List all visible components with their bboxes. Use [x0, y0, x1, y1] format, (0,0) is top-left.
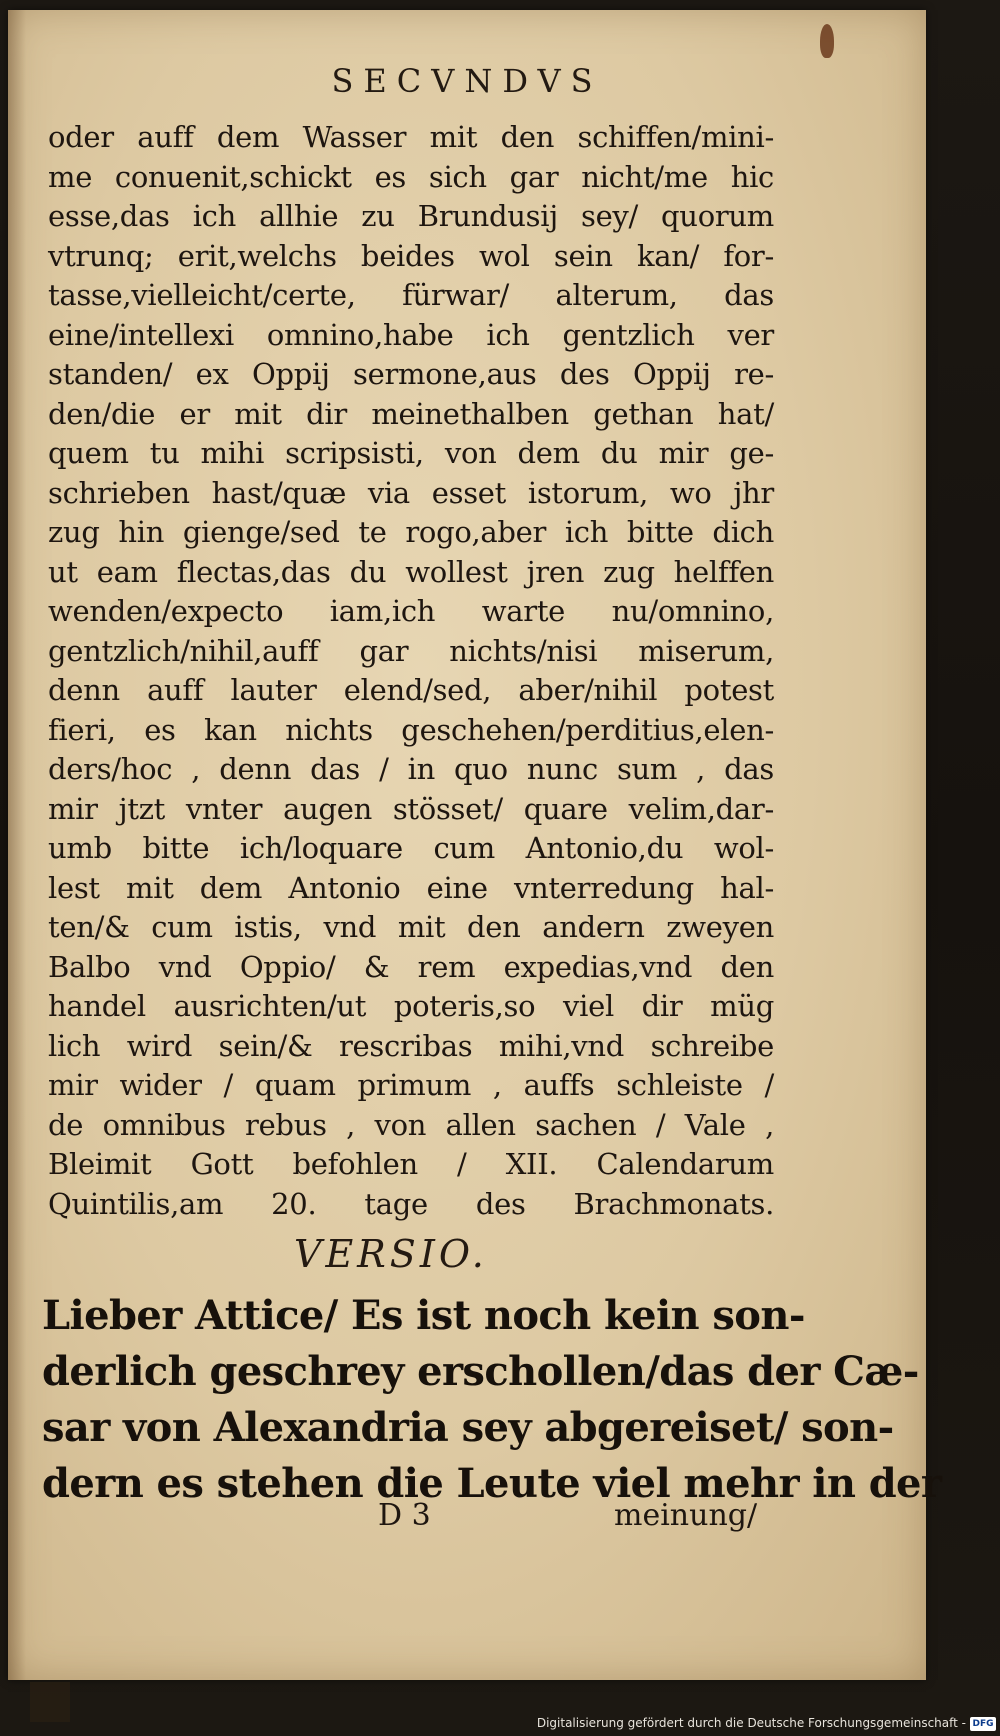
- body-text: [48, 118, 774, 1224]
- ink-stain: [820, 24, 834, 58]
- text-line: tasse,vielleicht/certe, fürwar/ alterum, das: [48, 278, 774, 312]
- text-line: eine/intellexi omnino,habe ich gentzlich ver: [48, 317, 774, 352]
- text-line: gentzlich/nihil,auff gar nichts/nisi miserum,: [48, 633, 774, 668]
- binding-edge: [30, 1682, 70, 1722]
- version-text: [42, 1288, 942, 1512]
- text-line: den/die er mit dir meinethalben gethan hat/: [48, 396, 774, 431]
- text-line: fieri, es kan nichts geschehen/perditius,elen-: [48, 712, 774, 747]
- text-line: mir jtzt vnter augen stösset/ quare velim,dar-: [48, 791, 774, 826]
- text-line: lest mit dem Antonio eine vnterredung hal-: [48, 870, 774, 905]
- text-line: handel ausrichten/ut poteris,so viel dir müg: [48, 989, 774, 1023]
- text-line: oder auff dem Wasser mit den schiffen/mini-: [48, 120, 774, 154]
- dfg-logo-icon: DFG: [970, 1717, 996, 1731]
- text-line: schrieben hast/quæ via esset istorum, wo jhr: [48, 475, 774, 510]
- text-line: Quintilis,am 20. tage des Brachmonats.: [48, 1186, 774, 1221]
- running-head: SECVNDVS: [331, 62, 603, 100]
- signature-mark: D 3: [378, 1498, 431, 1533]
- version-line: derlich geschrey erschollen/das der Cæ-: [42, 1348, 919, 1395]
- version-line: dern es stehen die Leute viel mehr in der: [42, 1460, 942, 1507]
- text-line: ten/& cum istis, vnd mit den andern zweyen: [48, 910, 774, 944]
- text-line: zug hin gienge/sed te rogo,aber ich bitte dich: [48, 515, 774, 549]
- text-line: denn auff lauter elend/sed, aber/nihil potest: [48, 673, 774, 707]
- book-page: [8, 10, 942, 1680]
- text-line: lich wird sein/& rescribas mihi,vnd schreibe: [48, 1028, 774, 1063]
- text-line: umb bitte ich/loquare cum Antonio,du wol-: [48, 831, 774, 865]
- text-line: ders/hoc , denn das / in quo nunc sum , das: [48, 752, 774, 786]
- text-line: standen/ ex Oppij sermone,aus des Oppij re-: [48, 357, 774, 391]
- text-line: ut eam flectas,das du wollest jren zug helffen: [48, 554, 774, 589]
- text-line: esse,das ich allhie zu Brundusij sey/ quorum: [48, 199, 774, 233]
- text-line: mir wider / quam primum , auffs schleiste /: [48, 1068, 774, 1102]
- funding-credit: Digitalisierung gefördert durch die Deutsche Forschungsgemeinschaft -: [536, 1716, 966, 1730]
- version-line: Lieber Attice/ Es ist noch kein son-: [42, 1292, 805, 1339]
- text-line: Balbo vnd Oppio/ & rem expedias,vnd den: [48, 949, 774, 984]
- text-line: Bleimit Gott befohlen / XII. Calendarum: [48, 1147, 774, 1181]
- section-heading: VERSIO.: [294, 1232, 488, 1276]
- page-gutter-shadow: [8, 10, 26, 1680]
- text-line: wenden/expecto iam,ich warte nu/omnino,: [48, 594, 774, 628]
- version-line: sar von Alexandria sey abgereiset/ son-: [42, 1404, 894, 1451]
- text-line: de omnibus rebus , von allen sachen / Vale ,: [48, 1107, 774, 1142]
- text-line: vtrunq; erit,welchs beides wol sein kan/ for-: [48, 238, 774, 273]
- text-line: me conuenit,schickt es sich gar nicht/me hic: [48, 159, 774, 194]
- catchword: meinung/: [614, 1498, 758, 1533]
- text-line: quem tu mihi scripsisti, von dem du mir ge-: [48, 436, 774, 470]
